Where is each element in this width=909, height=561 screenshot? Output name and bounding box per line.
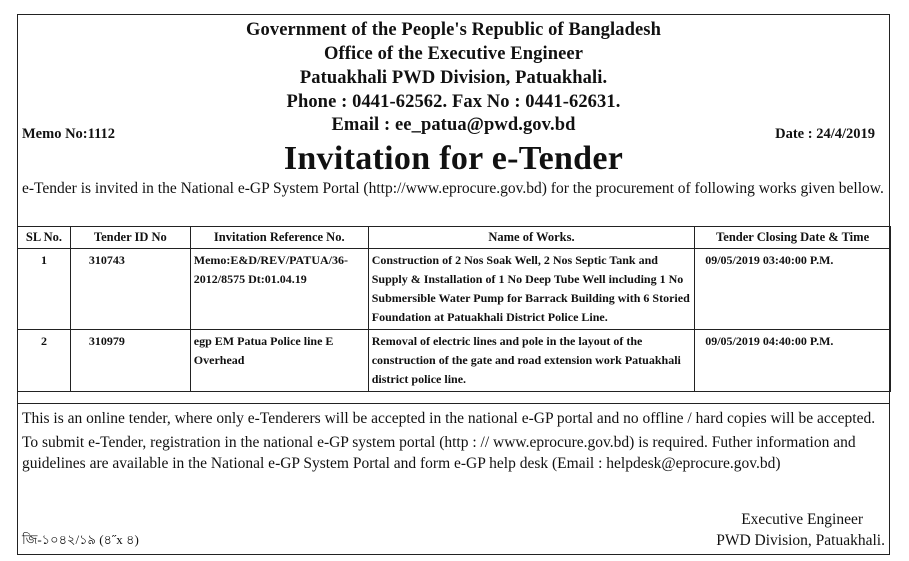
cell-tender-id: 310979 (70, 330, 190, 392)
cell-work: Construction of 2 Nos Soak Well, 2 Nos Septic Tank and Supply & Installation of 1 No Deep Tube Well including 1 No Submersible Water Pump for Barrack Building with 6 Storied Foundation at Patuakhali District Police Line. (368, 249, 694, 330)
notice-date: Date : 24/4/2019 (775, 126, 875, 142)
note-registration: To submit e-Tender, registration in the national e-GP system portal (http : // www.eprocure.gov.bd) is required. Futher information and guidelines are available in the National e-GP System Portal and form e-GP help desk (Email : helpdesk@eprocure.gov.bd) (22, 434, 856, 472)
note-online-only: This is an online tender, where only e-Tenderers will be accepted in the national e-GP portal and no offline / hard copies will be accepted. (22, 410, 876, 427)
print-code: জি-১০৪২/১৯ (৪˝x ৪) (22, 532, 139, 547)
header-office: Office of the Executive Engineer (323, 44, 584, 64)
table-header-row (18, 227, 891, 249)
col-header-reference: Invitation Reference No. (190, 227, 368, 249)
cell-sl: 2 (18, 330, 71, 392)
signoff (716, 509, 885, 551)
cell-closing: 09/05/2019 03:40:00 P.M. (695, 249, 891, 330)
intro-text: e-Tender is invited in the National e-GP System Portal (http://www.eprocure.gov.bd) for the procurement of following works given bellow. (22, 180, 884, 197)
cell-closing: 09/05/2019 04:40:00 P.M. (695, 330, 891, 392)
col-header-works: Name of Works. (368, 227, 694, 249)
table-row (18, 330, 891, 392)
col-header-sl: SL No. (18, 227, 71, 249)
table-row (18, 249, 891, 330)
header-email: Email : ee_patua@pwd.gov.bd (331, 115, 576, 135)
col-header-tender-id: Tender ID No (70, 227, 190, 249)
cell-work: Removal of electric lines and pole in the layout of the construction of the gate and road extension work Patuakhali district police line. (368, 330, 694, 392)
header-division: Patuakhali PWD Division, Patuakhali. (299, 68, 608, 88)
col-header-closing: Tender Closing Date & Time (695, 227, 891, 249)
notice-title: Invitation for e-Tender (283, 140, 624, 177)
notes-section (18, 403, 889, 474)
works-table (17, 226, 891, 392)
memo-number: Memo No:1112 (22, 126, 116, 142)
cell-sl: 1 (18, 249, 71, 330)
signoff-title: Executive Engineer (741, 511, 863, 528)
signoff-division: PWD Division, Patuakhali. (716, 532, 885, 549)
header-phone-fax: Phone : 0441-62562. Fax No : 0441-62631. (286, 92, 621, 112)
cell-reference: egp EM Patua Police line E Overhead (190, 330, 368, 392)
tender-notice (17, 14, 890, 555)
header-government: Government of the People's Republic of Bangladesh (246, 20, 661, 40)
cell-tender-id: 310743 (70, 249, 190, 330)
cell-reference: Memo:E&D/REV/PATUA/36-2012/8575 Dt:01.04.19 (190, 249, 368, 330)
